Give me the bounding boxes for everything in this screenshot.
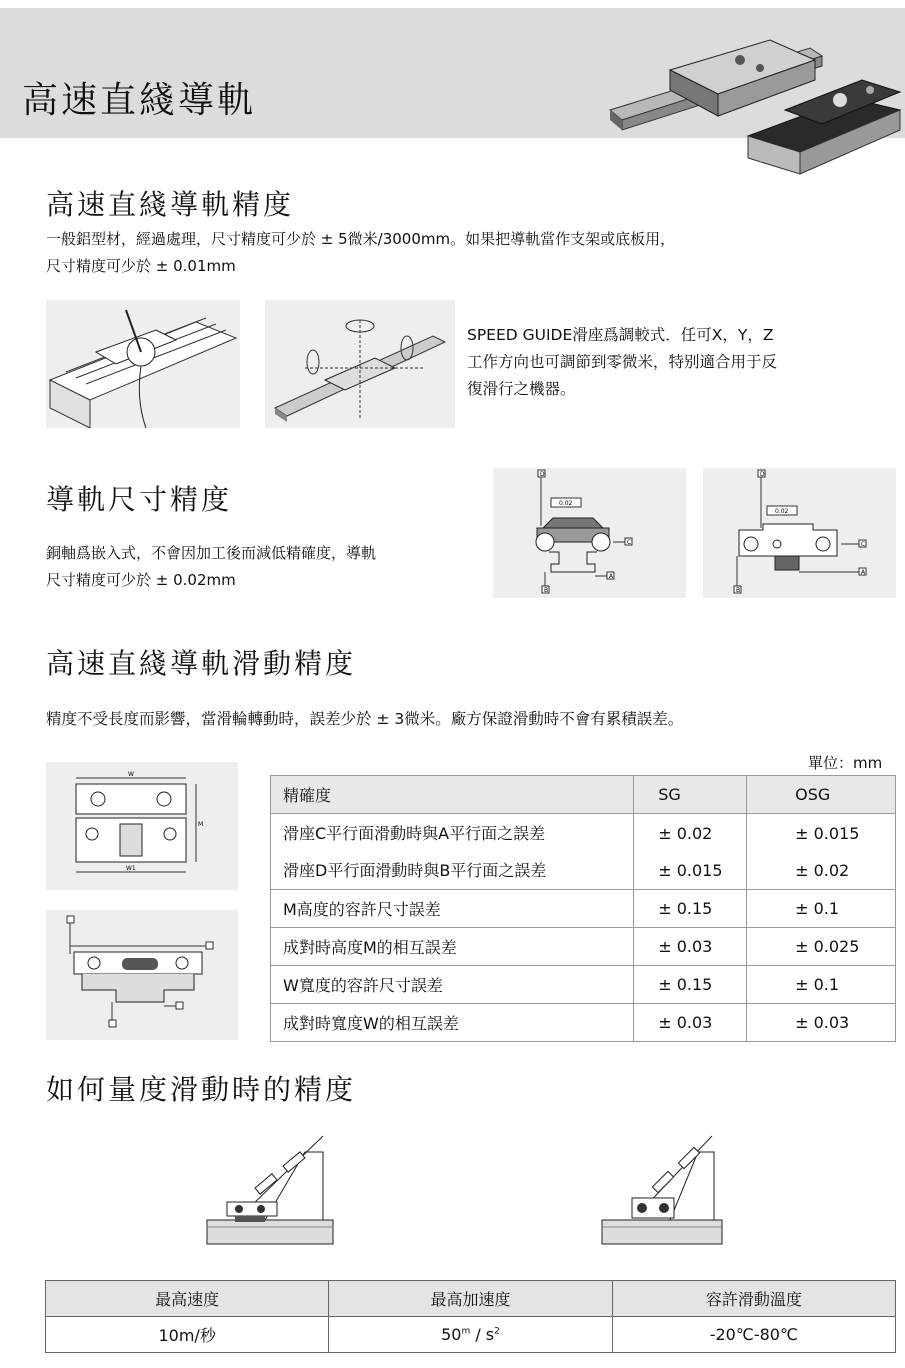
accel-sup-2: 2: [494, 1326, 500, 1337]
table-header-precision: 精確度: [271, 776, 634, 814]
label-a-1: A: [609, 573, 614, 580]
label-c-1: C: [627, 539, 632, 546]
table-cell-label: M高度的容許尺寸誤差: [271, 890, 634, 928]
label-b-1: B: [544, 587, 549, 594]
table-row: [271, 1004, 896, 1042]
table-cell-sg: ± 0.15: [634, 966, 747, 1004]
performance-header-row: [46, 1281, 896, 1317]
side-text-line1: SPEED GUIDE滑座爲調較式．任可X，Y，Z: [467, 326, 774, 344]
table-header-sg: SG: [634, 776, 747, 814]
label-a-2: A: [861, 569, 866, 576]
row-label-c-parallel: 滑座C平行面滑動時與A平行面之誤差: [283, 823, 546, 843]
label-w1: W1: [126, 865, 136, 872]
axis-rotation-figure: [265, 300, 455, 428]
section-title-measure: 如何量度滑動時的精度: [46, 1073, 357, 1106]
table-cell-osg: ± 0.1: [747, 890, 896, 928]
table-cell-sg: ± 0.15: [634, 890, 747, 928]
linear-guide-photo: [600, 18, 905, 178]
table-cell-osg: ± 0.03: [747, 1004, 896, 1042]
label-b-2: B: [736, 587, 741, 594]
label-tol-1: 0.02: [559, 500, 573, 507]
performance-value-row: [46, 1317, 896, 1353]
accel-base: 50: [441, 1325, 462, 1344]
table-cell-sg: ± 0.03: [634, 1004, 747, 1042]
row-sg-d-parallel: ± 0.015: [658, 860, 723, 880]
accel-mid: / s: [470, 1325, 495, 1344]
table-row: [271, 928, 896, 966]
row-label-d-parallel: 滑座D平行面滑動時與B平行面之誤差: [283, 860, 547, 880]
table-row: [271, 966, 896, 1004]
section-title-rail: 導軌尺寸精度: [46, 483, 233, 516]
header-max-accel: 最高加速度: [329, 1281, 612, 1317]
row-sg-c-parallel: ± 0.02: [658, 823, 713, 843]
table-cell-label: [271, 814, 634, 890]
precision-text-line1: 一般鋁型材，經過處理，尺寸精度可少於 ± 5微米/3000mm。如果把導軌當作支架或底板用，: [46, 230, 676, 248]
carriage-dimension-figure: [46, 762, 238, 890]
table-cell-osg: [747, 814, 896, 890]
label-tol-2: 0.02: [775, 508, 789, 515]
value-max-speed: 10m/秒: [46, 1317, 329, 1353]
table-cell-label: W寬度的容許尺寸誤差: [271, 966, 634, 1004]
table-row: [271, 890, 896, 928]
table-cell-osg: ± 0.025: [747, 928, 896, 966]
row-osg-d-parallel: ± 0.02: [795, 860, 850, 880]
table-header-osg: OSG: [747, 776, 896, 814]
side-text-line3: 復滑行之機器。: [467, 380, 576, 398]
performance-table: [45, 1280, 896, 1353]
label-w: W: [128, 771, 134, 778]
carriage-front-figure: [46, 910, 238, 1040]
measurement-figure-2: [600, 1132, 725, 1247]
label-m: M: [198, 821, 204, 828]
dial-indicator-figure: [46, 300, 240, 428]
label-d-1: D: [540, 471, 545, 478]
rail-tolerance-figure-2: [703, 468, 896, 598]
table-cell-sg: ± 0.03: [634, 928, 747, 966]
header-temp: 容許滑動溫度: [612, 1281, 895, 1317]
value-max-accel: [329, 1317, 612, 1353]
table-cell-label: 成對時高度M的相互誤差: [271, 928, 634, 966]
section-title-precision: 高速直綫導軌精度: [46, 188, 295, 221]
row-osg-c-parallel: ± 0.015: [795, 823, 860, 843]
sliding-precision-table: [270, 775, 896, 1042]
header-max-speed: 最高速度: [46, 1281, 329, 1317]
measurement-figure-1: [205, 1132, 335, 1247]
table-row: [271, 814, 896, 890]
table-cell-label: 成對時寬度W的相互誤差: [271, 1004, 634, 1042]
sliding-text: 精度不受長度而影響，當滑輪轉動時，誤差少於 ± 3微米。廠方保證滑動時不會有累積誤差。: [46, 710, 684, 728]
rail-text-line1: 銅軸爲嵌入式，不會因加工後而減低精確度，導軌: [46, 544, 377, 562]
rail-text-line2: 尺寸精度可少於 ± 0.02mm: [46, 571, 236, 589]
accel-sup-m: m: [461, 1326, 471, 1337]
value-temp: -20℃-80℃: [612, 1317, 895, 1353]
section-title-sliding: 高速直綫導軌滑動精度: [46, 647, 357, 680]
label-d-2: D: [760, 471, 765, 478]
side-text-line2: 工作方向也可調節到零微米，特别適合用于反: [467, 353, 778, 371]
rail-tolerance-figure-1: [493, 468, 686, 598]
table-cell-osg: ± 0.1: [747, 966, 896, 1004]
unit-label: 單位：mm: [808, 754, 883, 772]
page-title: 高速直綫導軌: [22, 80, 257, 121]
precision-text-line2: 尺寸精度可少於 ± 0.01mm: [46, 257, 236, 275]
table-cell-sg: [634, 814, 747, 890]
table-header-row: [271, 776, 896, 814]
label-c-2: C: [861, 541, 866, 548]
